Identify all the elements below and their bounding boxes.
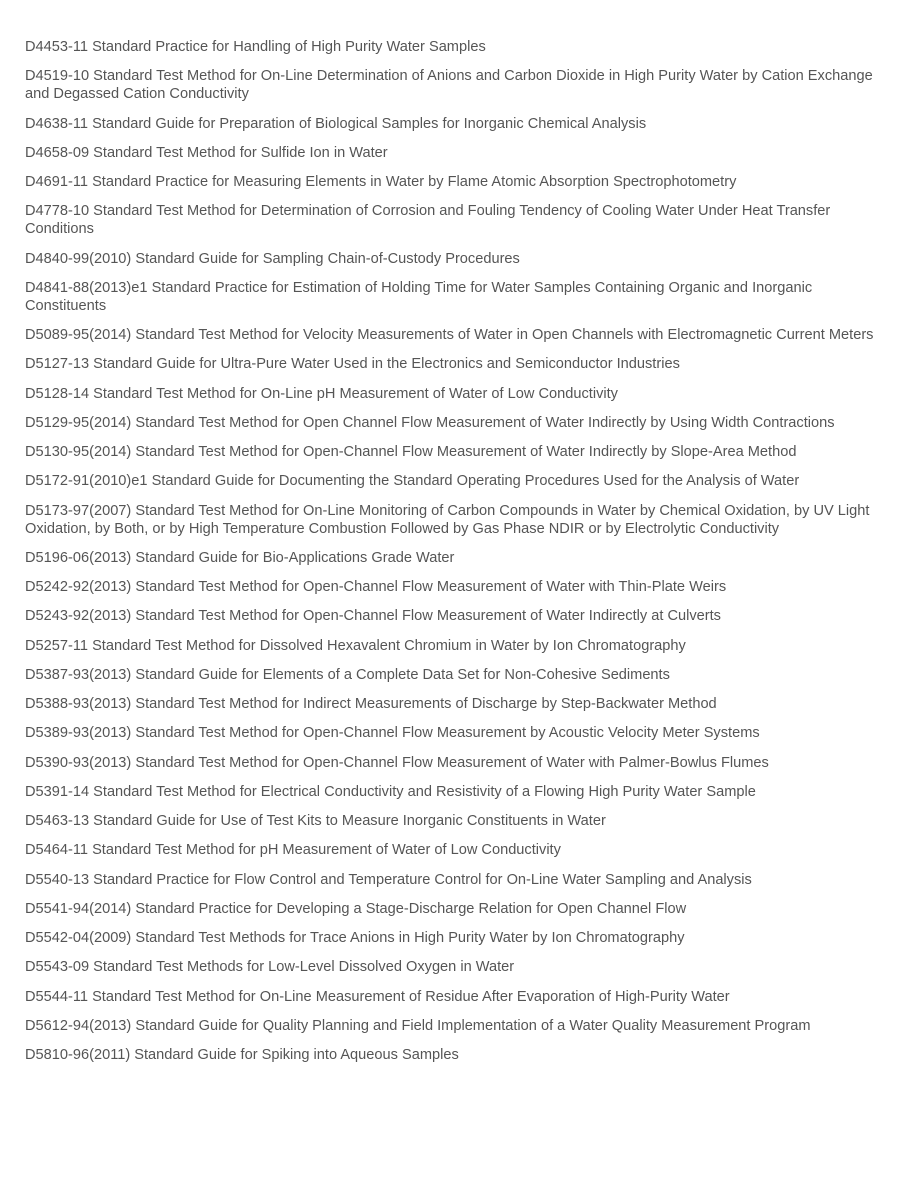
standard-entry: D4658-09 Standard Test Method for Sulfide Ion in Water [25,144,388,161]
standard-entry: D4691-11 Standard Practice for Measuring Elements in Water by Flame Atomic Absorption Spectrophotometry [25,174,737,190]
standard-entry: D5391-14 Standard Test Method for Electrical Conductivity and Resistivity of a Flowing High Purity Water Sample [25,783,756,800]
standard-entry: D5388-93(2013) Standard Test Method for Indirect Measurements of Discharge by Step-Backwater Method [25,696,717,712]
standard-entry: D5463-13 Standard Guide for Use of Test Kits to Measure Inorganic Constituents in Water [25,813,606,829]
standard-entry: D5544-11 Standard Test Method for On-Line Measurement of Residue After Evaporation of High-Purity Water [25,988,730,1005]
standard-entry: D5612-94(2013) Standard Guide for Quality Planning and Field Implementation of a Water Quality Measurement Program [25,1017,811,1034]
standard-entry: D5390-93(2013) Standard Test Method for Open-Channel Flow Measurement of Water with Palmer-Bowlus Flumes [25,754,769,771]
standard-entry: D4840-99(2010) Standard Guide for Sampling Chain-of-Custody Procedures [25,250,520,267]
standard-entry: D5540-13 Standard Practice for Flow Control and Temperature Control for On-Line Water Sampling and Analysis [25,871,752,888]
standard-entry: D4453-11 Standard Practice for Handling of High Purity Water Samples [25,39,486,55]
standard-entry: D5172-91(2010)e1 Standard Guide for Documenting the Standard Operating Procedures Used for the Analysis of Water [25,473,800,490]
standard-entry: D4519-10 Standard Test Method for On-Line Determination of Anions and Carbon Dioxide in High Purity Water by Cation Exchange and Degassed Cation Conductivity [25,68,873,103]
standard-entry: D5389-93(2013) Standard Test Method for Open-Channel Flow Measurement by Acoustic Velocity Meter Systems [25,725,760,742]
standard-entry: D5127-13 Standard Guide for Ultra-Pure Water Used in the Electronics and Semiconductor Industries [25,356,680,373]
standard-entry: D5130-95(2014) Standard Test Method for Open-Channel Flow Measurement of Water Indirectly by Slope-Area Method [25,444,797,460]
standard-entry: D4841-88(2013)e1 Standard Practice for Estimation of Holding Time for Water Samples Containing Organic and Inorganic Constituents [25,279,813,314]
standard-entry: D5810-96(2011) Standard Guide for Spiking into Aqueous Samples [25,1047,459,1063]
standard-entry: D5089-95(2014) Standard Test Method for Velocity Measurements of Water in Open Channels with Electromagnetic Current Meters [25,327,874,343]
standard-entry: D5541-94(2014) Standard Practice for Developing a Stage-Discharge Relation for Open Channel Flow [25,900,687,917]
standard-entry: D5387-93(2013) Standard Guide for Elements of a Complete Data Set for Non-Cohesive Sediments [25,666,670,683]
standard-entry: D4638-11 Standard Guide for Preparation of Biological Samples for Inorganic Chemical Analysis [25,115,647,132]
standard-entry: D5128-14 Standard Test Method for On-Line pH Measurement of Water of Low Conductivity [25,385,618,402]
standard-entry: D5173-97(2007) Standard Test Method for On-Line Monitoring of Carbon Compounds in Water by Chemical Oxidation, by UV Light Oxidation, by Both, or by High Temperature Combustion Followed by Gas Phase NDIR or by Electrolytic Conductivity [25,502,870,537]
standard-entry: D5464-11 Standard Test Method for pH Measurement of Water of Low Conductivity [25,842,561,859]
standard-entry: D5196-06(2013) Standard Guide for Bio-Applications Grade Water [25,549,455,566]
standard-entry: D5543-09 Standard Test Methods for Low-Level Dissolved Oxygen in Water [25,959,515,976]
standard-entry: D5129-95(2014) Standard Test Method for Open Channel Flow Measurement of Water Indirectly by Using Width Contractions [25,414,835,431]
standard-entry: D5243-92(2013) Standard Test Method for Open-Channel Flow Measurement of Water Indirectly at Culverts [25,608,721,625]
standard-entry: D5242-92(2013) Standard Test Method for Open-Channel Flow Measurement of Water with Thin-Plate Weirs [25,579,727,595]
standard-entry: D4778-10 Standard Test Method for Determination of Corrosion and Fouling Tendency of Cooling Water Under Heat Transfer Conditions [25,203,831,238]
standards-list [25,38,891,1075]
standard-entry: D5257-11 Standard Test Method for Dissolved Hexavalent Chromium in Water by Ion Chromatography [25,637,686,654]
standard-entry: D5542-04(2009) Standard Test Methods for Trace Anions in High Purity Water by Ion Chromatography [25,930,685,946]
